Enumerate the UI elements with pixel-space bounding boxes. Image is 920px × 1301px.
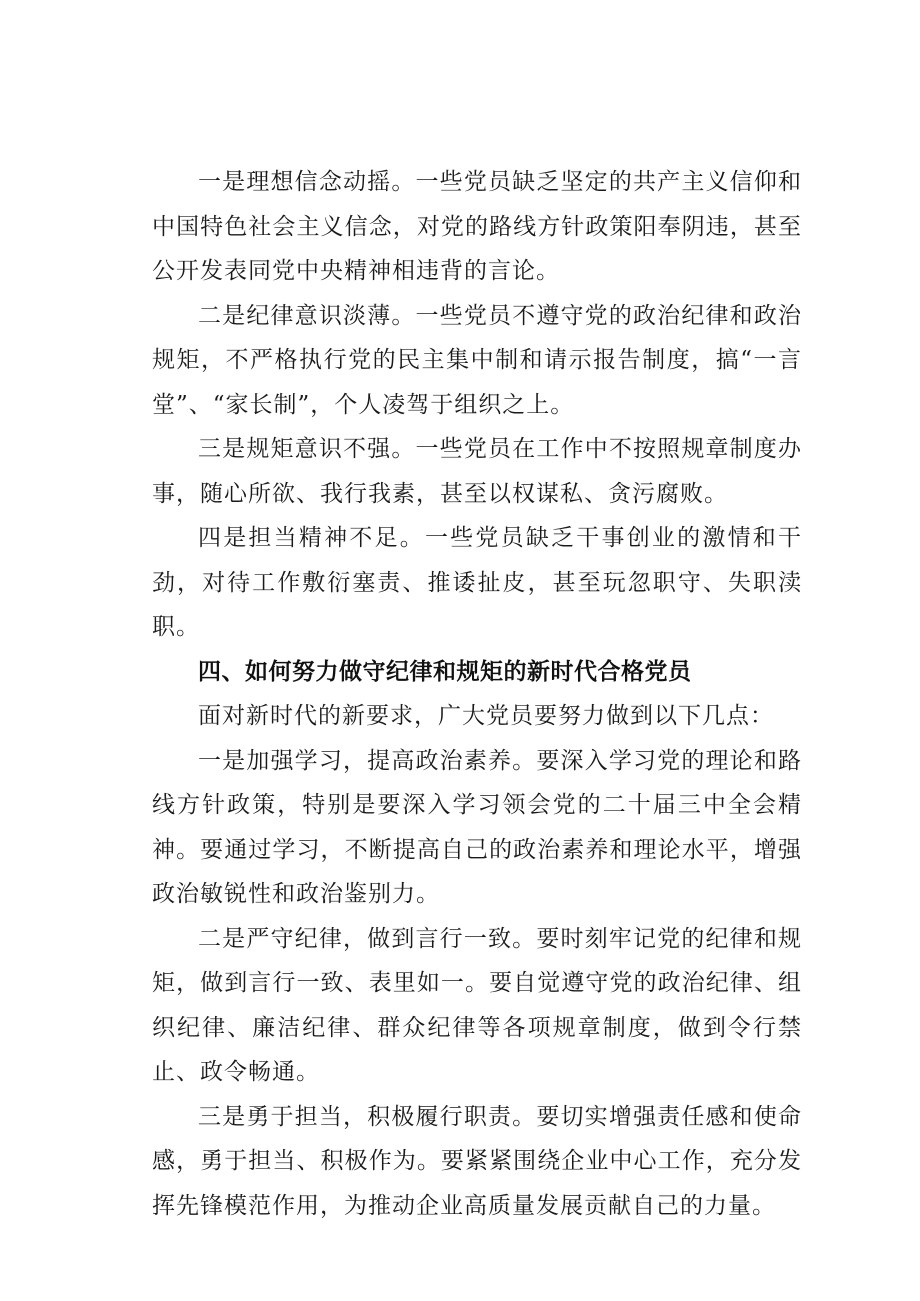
paragraph-discipline: 二是严守纪律，做到言行一致。要时刻牢记党的纪律和规矩，做到言行一致、表里如一。要自觉遵守党的政治纪律、组织纪律、廉洁纪律、群众纪律等各项规章制度，做到令行禁止、政令畅通。 [152, 925, 802, 1085]
document-body [152, 160, 802, 1228]
paragraph-discipline-awareness: 二是纪律意识淡薄。一些党员不遵守党的政治纪律和政治规矩，不严格执行党的民主集中制和请示报告制度，搞“一言堂”、“家长制”，个人凌驾于组织之上。 [152, 302, 802, 418]
paragraph-rules-awareness: 三是规矩意识不强。一些党员在工作中不按照规章制度办事，随心所欲、我行我素，甚至以权谋私、贪污腐败。 [152, 436, 802, 507]
paragraph-ideal-belief: 一是理想信念动摇。一些党员缺乏坚定的共产主义信仰和中国特色社会主义信念，对党的路线方针政策阳奉阴违，甚至公开发表同党中央精神相违背的言论。 [152, 169, 802, 284]
paragraph-intro: 面对新时代的新要求，广大党员要努力做到以下几点： [198, 703, 774, 729]
paragraph-study: 一是加强学习，提高政治素养。要深入学习党的理论和路线方针政策，特别是要深入学习领会党的二十届三中全会精神。要通过学习，不断提高自己的政治素养和理论水平，增强政治敏锐性和政治鉴别力。 [152, 747, 802, 907]
section-heading: 四、如何努力做守纪律和规矩的新时代合格党员 [198, 658, 692, 685]
paragraph-responsibility: 四是担当精神不足。一些党员缺乏干事创业的激情和干劲，对待工作敷衍塞责、推诿扯皮，甚至玩忽职守、失职渎职。 [152, 525, 802, 640]
paragraph-duty: 三是勇于担当，积极履行职责。要切实增强责任感和使命感，勇于担当、积极作为。要紧紧围绕企业中心工作，充分发挥先锋模范作用，为推动企业高质量发展贡献自己的力量。 [152, 1103, 802, 1219]
